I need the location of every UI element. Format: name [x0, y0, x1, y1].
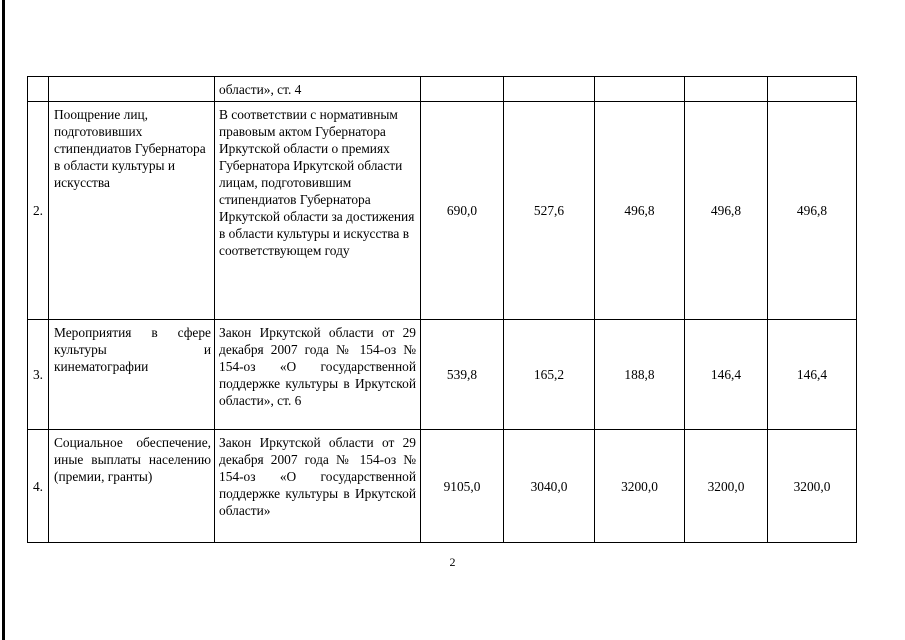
row-number-cell: 2. [28, 102, 49, 320]
row-number-cell [28, 77, 49, 102]
table-row-2 [28, 102, 857, 320]
row-name-cell: Социальное обеспечение, иные выплаты населению (премии, гранты) [49, 430, 215, 543]
scan-edge-bar [2, 0, 5, 640]
value-cell: 3200,0 [685, 430, 768, 543]
value-cell: 496,8 [595, 102, 685, 320]
row-basis-cell: Закон Иркутской области от 29 декабря 2007 года № 154-оз № 154-оз «О государственной поддержке культуры в Иркутской области», ст. 6 [215, 320, 421, 430]
value-cell: 146,4 [768, 320, 857, 430]
row-basis-cell: В соответствии с нормативным правовым актом Губернатора Иркутской области о премиях Губернатора Иркутской области лицам, подготовившим стипендиатов Губернатора Иркутской области за достижения в области культуры и искусства в соответствующем году [215, 102, 421, 320]
budget-table [27, 76, 857, 543]
row-name-cell: Мероприятия в сфере культуры и кинематографии [49, 320, 215, 430]
row-basis-cell: области», ст. 4 [215, 77, 421, 102]
value-cell: 3200,0 [768, 430, 857, 543]
row-number-cell: 3. [28, 320, 49, 430]
table-row-4 [28, 430, 857, 543]
row-name-cell: Поощрение лиц, подготовивших стипендиатов Губернатора в области культуры и искусства [49, 102, 215, 320]
value-cell: 146,4 [685, 320, 768, 430]
value-cell: 9105,0 [421, 430, 504, 543]
value-cell: 3200,0 [595, 430, 685, 543]
value-cell [685, 77, 768, 102]
value-cell: 690,0 [421, 102, 504, 320]
table-row-3 [28, 320, 857, 430]
row-basis-cell: Закон Иркутской области от 29 декабря 2007 года № 154-оз № 154-оз «О государственной поддержке культуры в Иркутской области» [215, 430, 421, 543]
value-cell: 188,8 [595, 320, 685, 430]
value-cell: 496,8 [768, 102, 857, 320]
value-cell [768, 77, 857, 102]
row-name-cell [49, 77, 215, 102]
value-cell [504, 77, 595, 102]
value-cell: 539,8 [421, 320, 504, 430]
value-cell: 496,8 [685, 102, 768, 320]
value-cell: 165,2 [504, 320, 595, 430]
value-cell [421, 77, 504, 102]
value-cell: 3040,0 [504, 430, 595, 543]
row-number-cell: 4. [28, 430, 49, 543]
page-number: 2 [449, 555, 456, 569]
value-cell: 527,6 [504, 102, 595, 320]
value-cell [595, 77, 685, 102]
table-row-continuation [28, 77, 857, 102]
